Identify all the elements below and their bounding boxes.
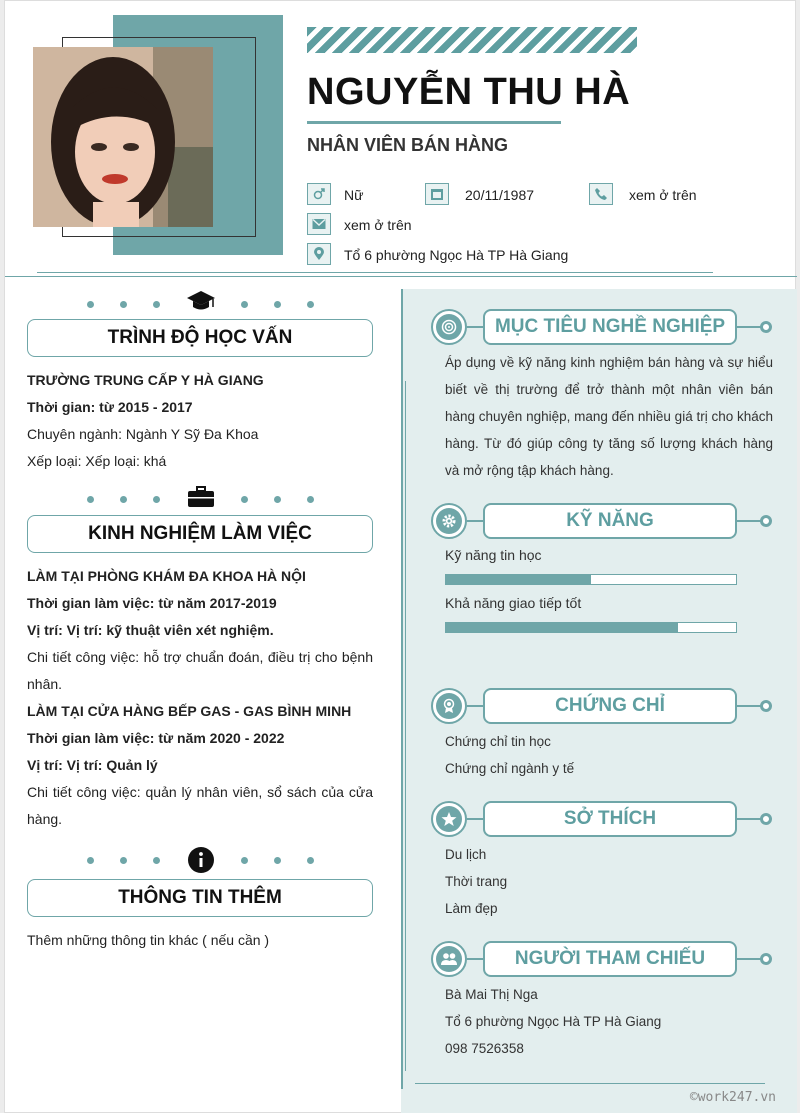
references-circle [431,941,467,977]
gear-icon [441,513,457,529]
location-icon [307,243,331,265]
job-2-details: Chi tiết công việc: quản lý nhân viên, sổ sách của cửa hàng. [27,784,373,827]
job-1-period: Thời gian làm việc: từ năm 2017-2019 [27,595,277,611]
additional-divider [27,846,373,874]
skills-heading: KỸ NĂNG [483,503,737,539]
birthdate-value: 20/11/1987 [465,187,535,203]
skill-1-bar [445,574,737,585]
decorative-stripes [307,27,637,53]
school-name: TRƯỜNG TRUNG CẤP Y HÀ GIANG [27,372,264,388]
experience-heading: KINH NGHIỆM LÀM VIỆC [27,515,373,553]
target-icon [441,319,457,335]
phone-value: xem ở trên [629,187,697,203]
hobby-item: Thời trang [445,874,508,889]
graduation-cap-icon [186,289,216,313]
job-1-company: LÀM TẠI PHÒNG KHÁM ĐA KHOA HÀ NỘI [27,568,306,584]
hobbies-list [445,841,507,922]
right-column-inner-line [405,381,406,1071]
right-column-border [401,289,403,1089]
job-title: NHÂN VIÊN BÁN HÀNG [307,135,509,155]
hobbies-circle [431,801,467,837]
skill-2-fill [446,623,678,632]
education-major: Chuyên ngành: Ngành Y Sỹ Đa Khoa [27,426,259,442]
award-icon [441,698,457,714]
additional-heading: THÔNG TIN THÊM [27,879,373,917]
gender-icon [307,183,331,205]
skills-circle [431,503,467,539]
info-icon [187,846,215,874]
objective-heading: MỤC TIÊU NGHỀ NGHIỆP [483,309,737,345]
job-2-company: LÀM TẠI CỬA HÀNG BẾP GAS - GAS BÌNH MINH [27,703,352,719]
header-divider [5,276,797,277]
education-heading: TRÌNH ĐỘ HỌC VẤN [27,319,373,357]
certificate-item: Chứng chỉ ngành y tế [445,761,575,776]
experience-content [27,563,373,833]
email-icon [307,213,331,235]
hobby-item: Du lịch [445,847,487,862]
objective-circle [431,309,467,345]
header-divider-top [37,272,713,273]
additional-text: Thêm những thông tin khác ( nếu cần ) [27,932,270,948]
reference-name: Bà Mai Thị Nga [445,987,538,1002]
reference-address: Tổ 6 phường Ngọc Hà TP Hà Giang [445,1014,662,1029]
hobby-item: Làm đẹp [445,901,498,916]
star-icon [441,811,457,827]
briefcase-icon [187,486,215,508]
hobbies-heading: SỞ THÍCH [483,801,737,837]
email-value: xem ở trên [344,217,412,233]
profile-photo [33,47,213,227]
education-content [27,367,373,475]
skill-2-bar [445,622,737,633]
references-heading: NGƯỜI THAM CHIẾU [483,941,737,977]
calendar-icon [425,183,449,205]
job-1-position: Vị trí: Vị trí: kỹ thuật viên xét nghiệm. [27,622,274,638]
address-value: Tổ 6 phường Ngọc Hà TP Hà Giang [344,247,569,263]
certificates-list [445,728,574,782]
people-icon [440,952,458,966]
reference-phone: 098 7526358 [445,1041,524,1056]
certificate-item: Chứng chỉ tin học [445,734,551,749]
watermark: ©work247.vn [689,1090,776,1105]
references-list [445,981,661,1062]
full-name: NGUYỄN THU HÀ [307,71,631,113]
experience-divider [27,486,373,512]
cv-page [4,0,796,1113]
gender-value: Nữ [344,187,364,203]
name-underline [307,121,561,124]
certificates-circle [431,688,467,724]
education-period: Thời gian: từ 2015 - 2017 [27,399,193,415]
skill-1-label: Kỹ năng tin học [445,547,542,563]
phone-icon [589,183,613,205]
objective-text: Áp dụng về kỹ năng kinh nghiệm bán hàng và sự hiểu biết về thị trường để trở thành một nhân viên bán hàng chuyên nghiệp, mang đến nhiều giá trị cho khách hàng. Từ đó giúp công ty tăng số lượng khách hàng và mở rộng tập khách hàng. [445,355,773,478]
education-grade: Xếp loại: Xếp loại: khá [27,453,167,469]
job-2-position: Vị trí: Vị trí: Quản lý [27,757,158,773]
footer-line [415,1083,765,1084]
skill-1-fill [446,575,591,584]
education-divider [27,289,373,315]
certificates-heading: CHỨNG CHỈ [483,688,737,724]
job-1-details: Chi tiết công việc: hỗ trợ chuẩn đoán, điều trị cho bệnh nhân. [27,649,373,692]
skill-2-label: Khả năng giao tiếp tốt [445,595,582,611]
job-2-period: Thời gian làm việc: từ năm 2020 - 2022 [27,730,285,746]
